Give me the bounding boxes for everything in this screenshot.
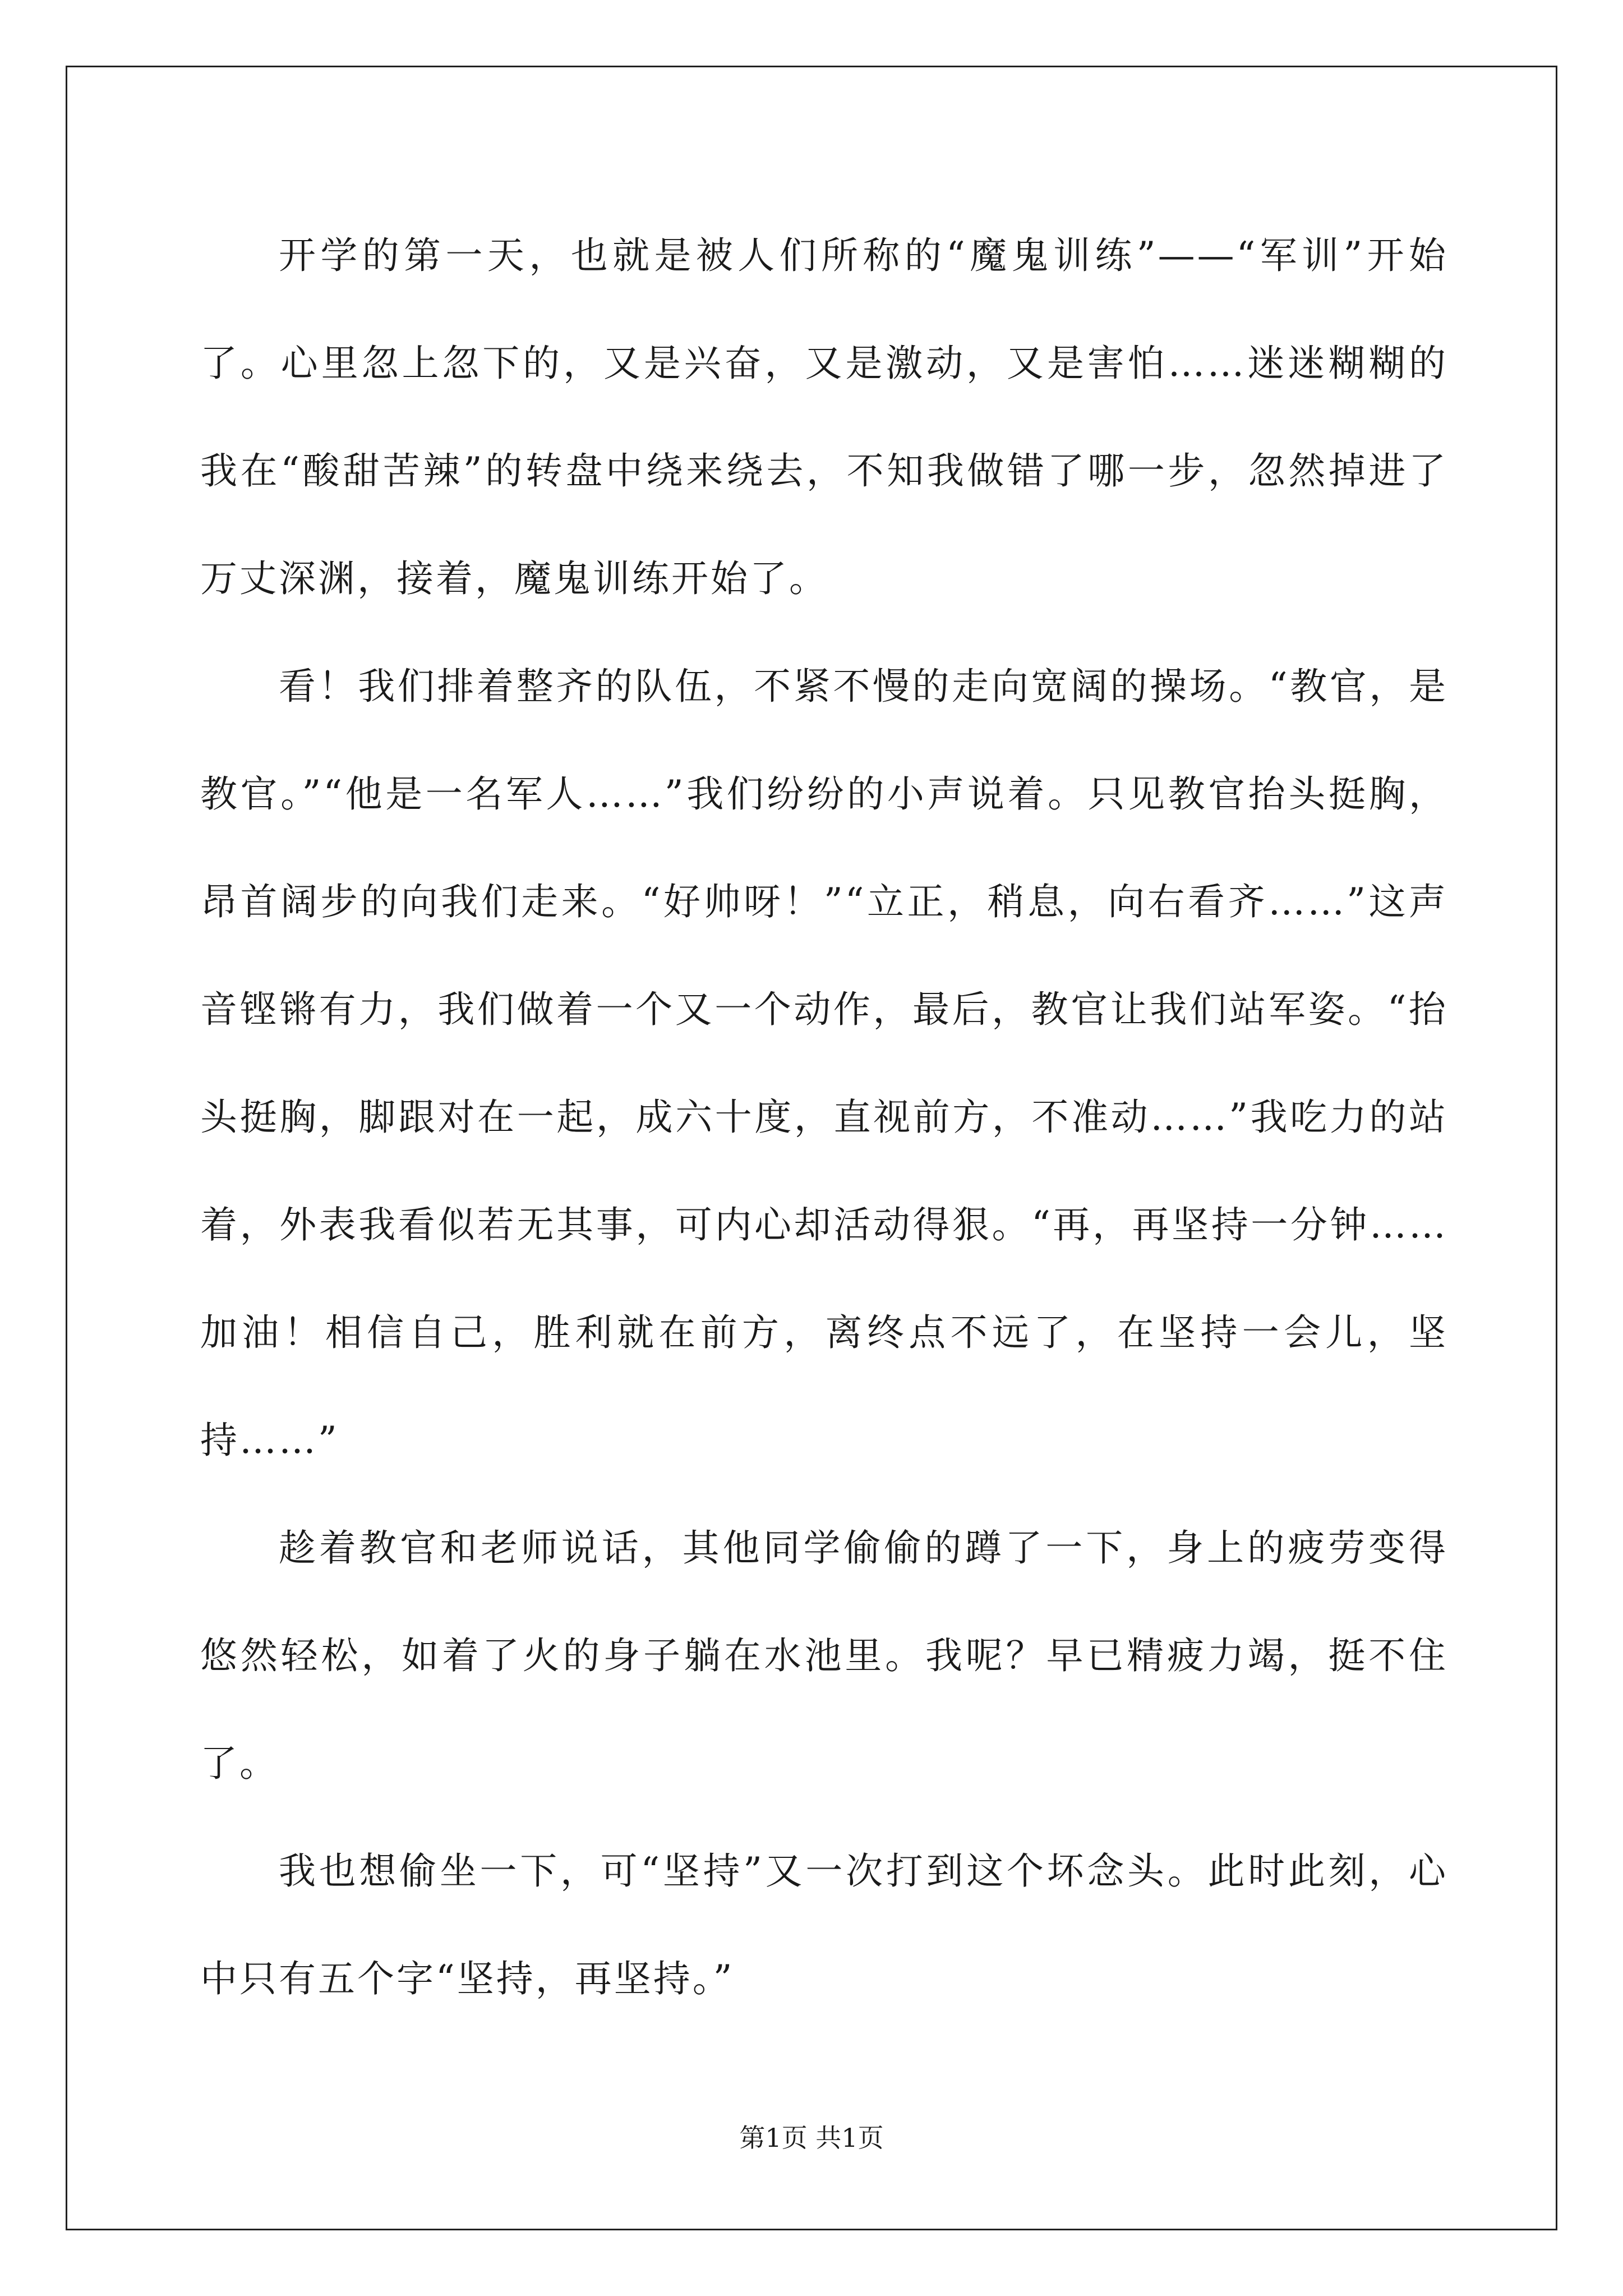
paragraph-3: 趁着教官和老师说话，其他同学偷偷的蹲了一下，身上的疲劳变得悠然轻松，如着了火的身子躺在水池里。我呢？早已精疲力竭，挺不住了。 — [200, 1526, 1448, 1785]
document-body — [200, 202, 1448, 2033]
paragraph-2: 看！我们排着整齐的队伍，不紧不慢的走向宽阔的操场。“教官，是教官。”“他是一名军人……”我们纷纷的小声说着。只见教官抬头挺胸，昂首阔步的向我们走来。“好帅呀！”“立正，稍息，向右看齐……”这声音铿锵有力，我们做着一个又一个动作，最后，教官让我们站军姿。“抬头挺胸，脚跟对在一起，成六十度，直视前方，不准动……”我吃力的站着，外表我看似若无其事，可内心却活动得狠。“再，再坚持一分钟……加油！相信自己，胜利就在前方，离终点不远了，在坚持一会儿，坚持……” — [200, 665, 1448, 1462]
page-number-footer: 第1页 共1页 — [739, 2123, 884, 2153]
paragraph-4: 我也想偷坐一下，可“坚持”又一次打到这个坏念头。此时此刻，心中只有五个字“坚持，再坚持。” — [200, 1849, 1448, 2000]
paragraph-1: 开学的第一天，也就是被人们所称的“魔鬼训练”——“军训”开始了。心里忽上忽下的，又是兴奋，又是激动，又是害怕……迷迷糊糊的我在“酸甜苦辣”的转盘中绕来绕去，不知我做错了哪一步，忽然掉进了万丈深渊，接着，魔鬼训练开始了。 — [200, 234, 1448, 600]
